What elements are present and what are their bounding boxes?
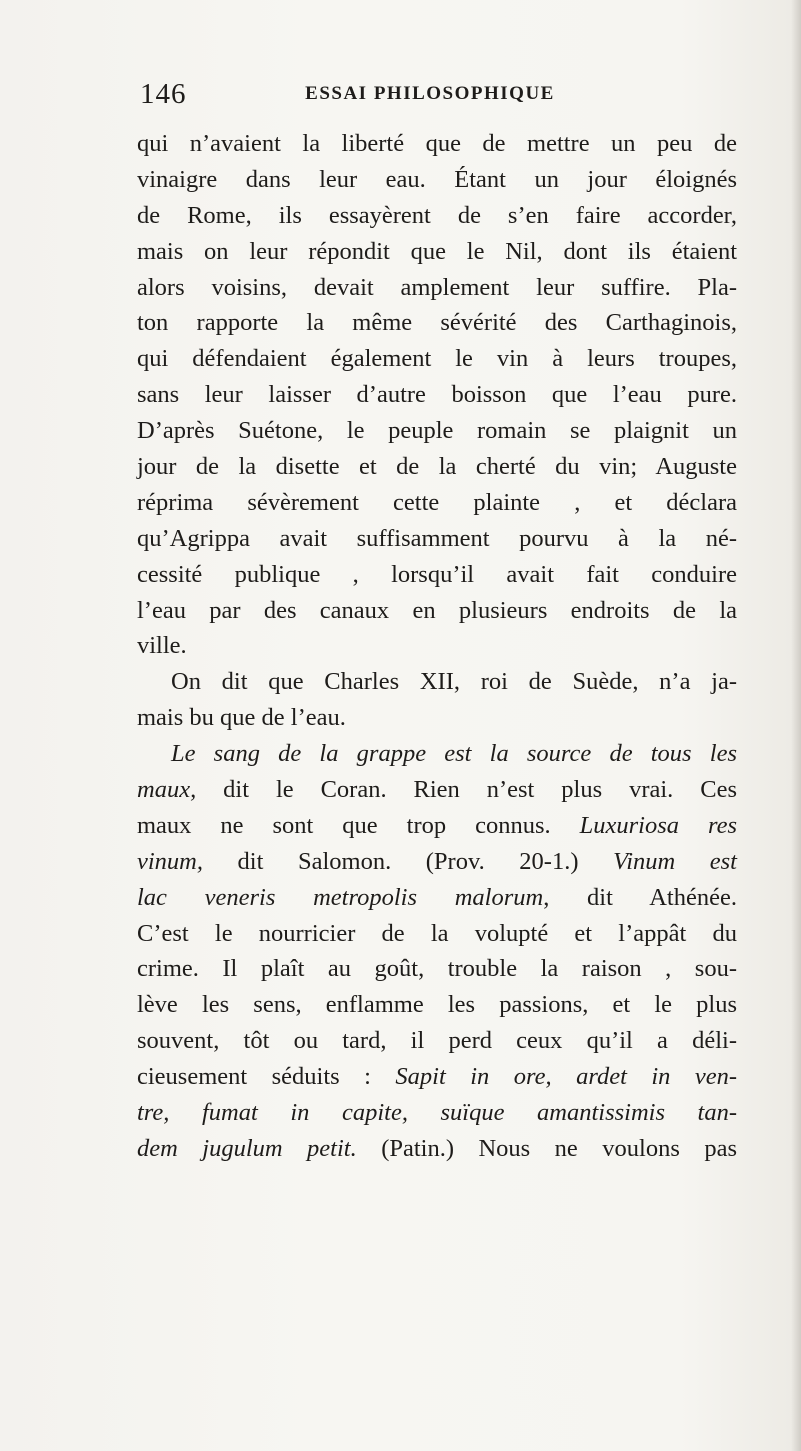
text-line <box>137 916 737 952</box>
text-line <box>137 234 737 270</box>
roman-text: C’est le nourricier de la volupté et l’appât du <box>137 919 737 947</box>
roman-text: dit Salomon. (Prov. 20-1.) <box>203 847 614 875</box>
roman-text: cieusement séduits : <box>137 1063 396 1091</box>
roman-text: qui défendaient également le vin à leurs troupes, <box>137 345 737 373</box>
text-line <box>137 198 737 234</box>
italic-text: dem jugulum petit. <box>137 1134 357 1162</box>
text-line <box>137 341 737 377</box>
text-line <box>137 951 737 987</box>
italic-text: tre, fumat in capite, suïque amantissimis tan- <box>137 1099 737 1127</box>
text-line <box>137 700 737 736</box>
text-line <box>137 1131 737 1167</box>
page-number: 146 <box>140 78 187 110</box>
page-edge-shadow <box>791 0 801 1451</box>
text-line <box>137 808 737 844</box>
roman-text: lève les sens, enflamme les passions, et le plus <box>137 991 737 1019</box>
roman-text: réprima sévèrement cette plainte , et déclara <box>137 488 737 516</box>
text-line <box>137 987 737 1023</box>
roman-text: vinaigre dans leur eau. Étant un jour éloignés <box>137 165 737 193</box>
roman-text: qu’Agrippa avait suffisamment pourvu à la né- <box>137 524 737 552</box>
italic-text: Vinum est <box>613 847 737 875</box>
italic-text: Sapit in ore, ardet in ven- <box>395 1063 737 1091</box>
roman-text: ville. <box>137 632 187 660</box>
roman-text: souvent, tôt ou tard, il perd ceux qu’il a déli- <box>137 1027 737 1055</box>
text-line <box>137 772 737 808</box>
text-line <box>137 162 737 198</box>
text-line <box>137 1023 737 1059</box>
roman-text: jour de la disette et de la cherté du vin; Auguste <box>137 453 737 481</box>
text-line <box>137 736 737 772</box>
roman-text: dit le Coran. Rien n’est plus vrai. Ces <box>196 776 737 804</box>
text-line <box>137 880 737 916</box>
roman-text: sans leur laisser d’autre boisson que l’eau pure. <box>137 381 737 409</box>
text-line <box>137 664 737 700</box>
roman-text: cessité publique , lorsqu’il avait fait conduire <box>137 560 737 588</box>
text-line <box>137 449 737 485</box>
roman-text: l’eau par des canaux en plusieurs endroits de la <box>137 596 737 624</box>
roman-text: alors voisins, devait amplement leur suffire. Pla- <box>137 273 737 301</box>
roman-text: (Patin.) Nous ne voulons pas <box>356 1134 737 1162</box>
text-line <box>137 485 737 521</box>
text-line <box>137 270 737 306</box>
roman-text: de Rome, ils essayèrent de s’en faire accorder, <box>137 201 737 229</box>
text-line <box>137 557 737 593</box>
roman-text: , dit Athénée. <box>543 883 737 911</box>
body-text <box>137 126 737 1167</box>
roman-text: ton rapporte la même sévérité des Carthaginois, <box>137 309 737 337</box>
roman-text: qui n’avaient la liberté que de mettre un peu de <box>137 130 737 157</box>
running-title: ESSAI PHILOSOPHIQUE <box>305 83 555 104</box>
text-line <box>137 844 737 880</box>
text-line <box>137 521 737 557</box>
text-line <box>137 593 737 629</box>
roman-text: mais bu que de l’eau. <box>137 704 346 732</box>
text-line <box>137 126 737 162</box>
roman-text: crime. Il plaît au goût, trouble la raison , sou- <box>137 955 737 983</box>
text-line <box>137 305 737 341</box>
text-line <box>137 377 737 413</box>
italic-text: Luxuriosa res <box>579 811 737 839</box>
roman-text: On dit que Charles XII, roi de Suède, n’a ja- <box>171 668 737 696</box>
text-line <box>137 628 737 664</box>
text-line <box>137 1059 737 1095</box>
page-header <box>140 74 720 114</box>
roman-text: mais on leur répondit que le Nil, dont ils étaient <box>137 237 737 265</box>
roman-text: maux ne sont que trop connus. <box>137 811 580 839</box>
text-line <box>137 1095 737 1131</box>
italic-text: vinum, <box>137 847 203 875</box>
italic-text: Le sang de la grappe est la source de tous les <box>171 740 737 768</box>
roman-text: D’après Suétone, le peuple romain se plaignit un <box>137 417 737 445</box>
text-line <box>137 413 737 449</box>
italic-text: lac veneris metropolis malorum <box>137 883 544 911</box>
italic-text: maux, <box>137 776 197 804</box>
